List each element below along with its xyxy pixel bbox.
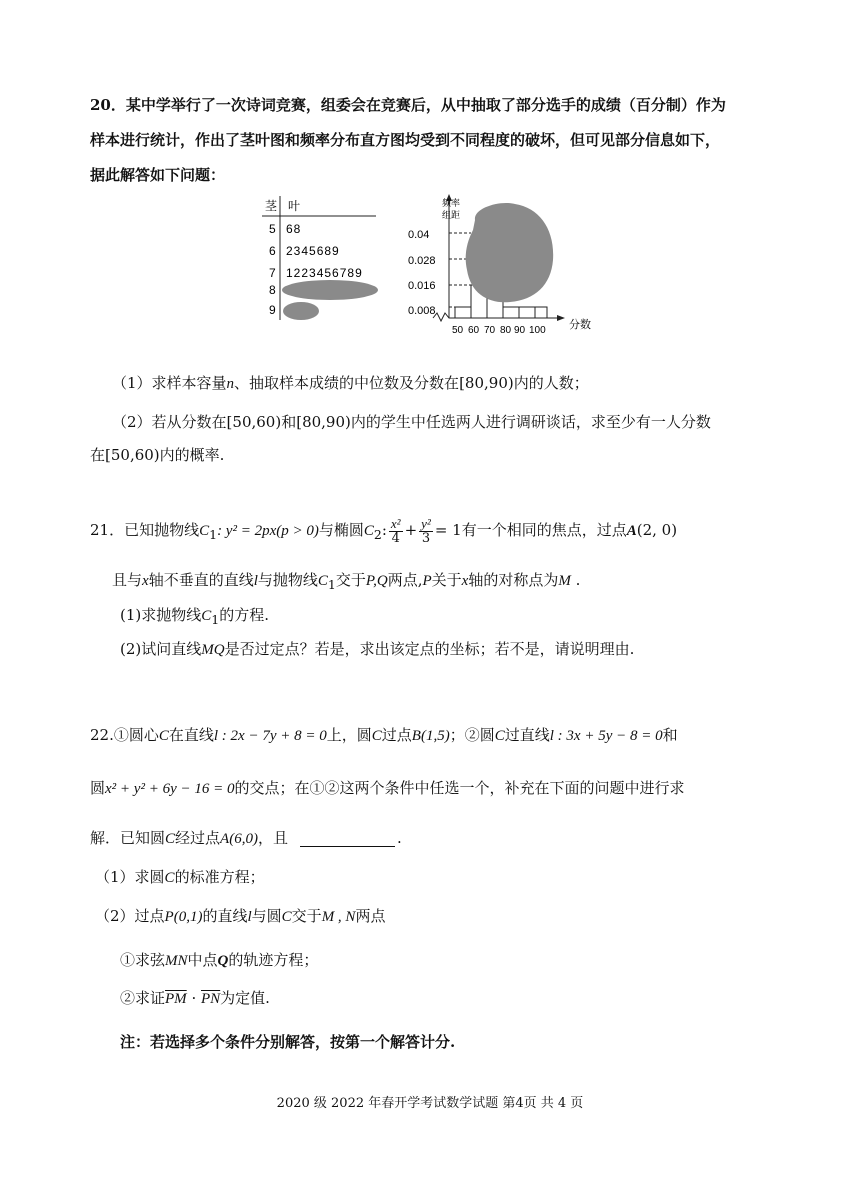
q22-line2: 圆x² + y² + 6y − 16 = 0的交点；在①②这两个条件中任选一个，补充在下面的问题中进行求 <box>90 779 685 797</box>
leaves-6: 2345689 <box>286 244 340 258</box>
fraction-y2-over-3: $\frac{\text{y²}}{3}$ <box>421 515 431 546</box>
q22-sub2-part1: ①求弦MN中点Q的轨迹方程； <box>120 951 319 969</box>
q20-sub2-cont: 在[50,60)内的概率. <box>90 446 225 464</box>
stem-5: 5 <box>269 222 276 236</box>
bar-50-60 <box>455 307 471 318</box>
damage-blot-9 <box>283 302 319 320</box>
bar-80-90 <box>503 307 519 318</box>
answer-blank <box>300 832 395 847</box>
q22-note: 注：若选择多个条件分别解答，按第一个解答计分. <box>120 1033 456 1051</box>
q22-line3: 解．已知圆C经过点A(6,0)，且 . <box>90 829 402 847</box>
q21-line1: 21．已知抛物线$C_1$: y² = 2px(p > 0)与椭圆$C_2$: $\frac{\text{x²}}{4}$ + $\frac{\text{y²}}{3}$ = 1有一个相同的焦点，过点A(2, 0) <box>90 515 678 546</box>
xtick-70: 70 <box>484 325 496 336</box>
q21-sub2: (2)试问直线MQ是否过定点？若是，求出该定点的坐标；若不是，请说明理由. <box>120 640 635 658</box>
q22-sub2: （2）过点P(0,1)的直线l与圆C交于M , N两点 <box>95 907 386 925</box>
y-label-bottom: 组距 <box>442 210 461 220</box>
vector-pn: $\overline{PN}$ <box>201 991 221 1007</box>
q21-line2: 且与x轴不垂直的直线l与抛物线$C_1$交于P,Q两点,P关于x轴的对称点为M . <box>112 571 581 592</box>
xtick-50: 50 <box>452 325 464 336</box>
ytick-0.04: 0.04 <box>408 229 430 241</box>
xtick-100: 100 <box>529 325 546 336</box>
stem-9: 9 <box>269 303 276 317</box>
leaves-7: 1223456789 <box>286 266 363 280</box>
stem-header: 茎 <box>265 199 278 213</box>
stem-7: 7 <box>269 266 276 280</box>
ytick-0.008: 0.008 <box>408 305 436 317</box>
q20-sub1: （1）求样本容量n、抽取样本成绩的中位数及分数在[80,90)内的人数； <box>112 374 589 392</box>
xtick-80: 80 <box>500 325 512 336</box>
damage-blot-8 <box>282 280 378 300</box>
stem-leaf-plot <box>258 190 386 330</box>
xtick-90: 90 <box>514 325 526 336</box>
q22-sub2-part2: ②求证$\overline{PM} \cdot \overline{PN}$为定值. <box>120 989 270 1007</box>
x-label: 分数 <box>569 319 591 331</box>
vector-pm: $\overline{PM}$ <box>165 991 187 1007</box>
leaves-5: 68 <box>286 222 302 236</box>
q22-line1: 22.①圆心C在直线l : 2x − 7y + 8 = 0上，圆C过点B(1,5)；②圆C过直线l : 3x + 5y − 8 = 0和 <box>90 726 678 744</box>
frequency-histogram <box>405 190 620 340</box>
bar-90-100 <box>519 307 535 318</box>
q20-sub2: （2）若从分数在[50,60)和[80,90)内的学生中任选两人进行调研谈话，求至少有一人分数 <box>112 413 711 431</box>
q20-line3: 据此解答如下问题： <box>90 166 226 184</box>
ytick-0.028: 0.028 <box>408 255 436 267</box>
fraction-x2-over-4: $\frac{\text{x²}}{4}$ <box>390 515 401 546</box>
q20-line2: 样本进行统计，作出了茎叶图和频率分布直方图均受到不同程度的破坏，但可见部分信息如下， <box>90 131 721 149</box>
stem-8: 8 <box>269 283 276 297</box>
leaf-header: 叶 <box>288 199 301 213</box>
ytick-0.016: 0.016 <box>408 280 436 292</box>
damage-blot-histogram <box>466 203 553 302</box>
stem-6: 6 <box>269 244 276 258</box>
q22-sub1: （1）求圆C的标准方程； <box>95 868 265 886</box>
q20-line1: 20．某中学举行了一次诗词竞赛，组委会在竞赛后，从中抽取了部分选手的成绩（百分制）作为 <box>90 96 726 114</box>
xtick-60: 60 <box>468 325 480 336</box>
q21-sub1: (1)求抛物线$C_1$的方程. <box>120 606 269 627</box>
y-label-top: 频率 <box>442 198 461 208</box>
page-footer: 2020 级 2022 年春开学考试数学试题 第4页 共 4 页 <box>276 1096 584 1111</box>
